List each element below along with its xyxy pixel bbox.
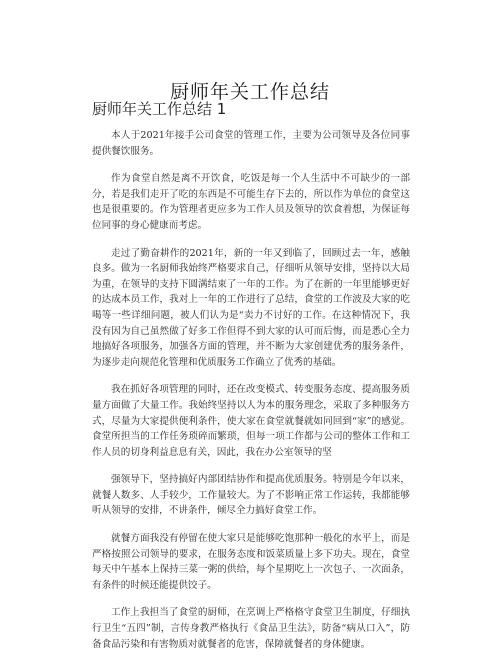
paragraph-6: 就餐方面我没有停留在使大家只是能够吃饱那种一般化的水平上，而是严格按照公司领导的要求，在服务态度和饭菜质量上多下功夫。现在，食堂每天中午基本上保持三菜一粥的供给，每个星期吃上一次包子、一次面条，有条件的时候还能提供饺子。	[92, 533, 410, 591]
paragraph-2: 作为食堂自然是离不开饮食，吃饭是每一个人生活中不可缺少的一部分，若是我们走开了吃的东西是不可能生存下去的，所以作为单位的食堂这也是很重要的。作为管理者更应多为工作人员及领导的饮食着想，为保证每位同事的身心健康而考虑。	[92, 173, 410, 231]
paragraph-3: 走过了勤奋耕作的2021年，新的一年又到临了，回顾过去一年，感触良多。做为一名厨师我始终严格要求自己，仔细听从领导安排，坚持以大局为重，在领导的支持下圆满结束了一年的工作。为了在新的一年里能够更好的达成本员工作，我对上一年的工作进行了总结，食堂的工作波及大家的吃喝等一些详细问题，被人们认为是“卖力不讨好的工作。在这种情况下，我没有因为自己虽然做了好多工作但得不到大家的认可而后悔，而是悉心全力地搞好各项服务，加强各方面的管理，并不断为大家创建优秀的服务条件，为逐步走向规范化管理和优质服务工作确立了优秀的基础。	[92, 247, 410, 368]
paragraph-4: 我在抓好各项管理的同时，还在改变模式、转变服务态度、提高服务质量方面做了大量工作。我始终坚持以人为本的服务理念，采取了多种服务方式，尽量为大家提供便利条件，使大家在食堂就餐就如同回到“家”的感觉。食堂所担当的工作任务琐碎而繁琐，但每一项工作都与公司的整体工作和工作人员的切身利益息息有关，因此，我在办公室领导的坚	[92, 384, 410, 458]
document-body	[92, 128, 410, 664]
document-title: 厨师年关工作总结	[169, 80, 330, 103]
paragraph-1: 本人于2021年接手公司食堂的管理工作，主要为公司领导及各位同事提供餐饮服务。	[92, 130, 410, 157]
paragraph-7: 工作上我担当了食堂的厨师，在烹调上严格格守食堂卫生制度，仔细执行卫生“五四”制，言传身教严格执行《食品卫生法》，防备“病从口入”，防备食品污染和有害物质对就餐者的危害，保障就餐者的身体健康。	[92, 607, 410, 650]
section-heading: 厨师年关工作总结 1	[92, 100, 227, 118]
paragraph-5: 强领导下，坚持搞好内部团结协作和提高优质服务。特别是今年以来，就餐人数多、人手较少，工作量较大。为了不影响正常工作运转，我都能够听从领导的安排，不讲条件，倾尽全力搞好食堂工作。	[92, 474, 410, 517]
